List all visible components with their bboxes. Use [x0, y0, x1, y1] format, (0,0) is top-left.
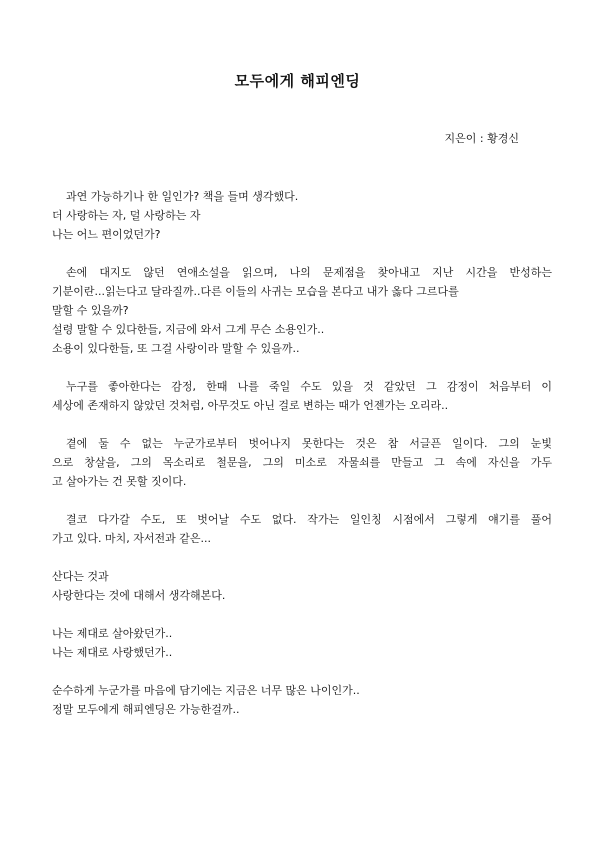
text-line: 고 살아가는 건 못할 짓이다.	[52, 475, 187, 488]
text-line: 말할 수 있을까?	[52, 304, 129, 317]
paragraph-gap	[52, 662, 552, 681]
paragraph-gap	[52, 358, 552, 377]
paragraph-gap	[52, 491, 552, 510]
paragraph-gap	[52, 415, 552, 434]
paragraph-gap	[52, 548, 552, 567]
text-line: 나는 어느 편이었던가?	[52, 228, 161, 241]
text-line: 으로 창살을, 그의 목소리로 철문을, 그의 미소로 자물쇠를 만들고 그 속에 자신을 가두	[52, 456, 552, 469]
text-line: 손에 대지도 않던 연애소설을 읽으며, 나의 문제점을 찾아내고 지난 시간을 반성하는	[66, 266, 552, 279]
text-line: 순수하게 누군가를 마음에 담기에는 지금은 너무 많은 나이인가..	[52, 684, 360, 697]
paragraph-gap	[52, 605, 552, 624]
text-line: 정말 모두에게 해피엔딩은 가능한걸까..	[52, 703, 240, 716]
text-line: 곁에 둘 수 없는 누군가로부터 벗어나지 못한다는 것은 참 서글픈 일이다. 그의 눈빛	[66, 437, 552, 450]
text-line: 사랑한다는 것에 대해서 생각해본다.	[52, 589, 226, 602]
text-line: 누구를 좋아한다는 감정, 한때 나를 죽일 수도 있을 것 같았던 그 감정이 처음부터 이	[66, 380, 552, 393]
author-line: 지은이 : 황경신	[444, 132, 519, 145]
paragraph-gap	[52, 244, 552, 263]
text-line: 가고 있다. 마치, 자서전과 같은...	[52, 532, 211, 545]
text-line: 과연 가능하기나 한 일인가? 책을 들며 생각했다.	[66, 190, 299, 203]
body-text	[52, 187, 552, 719]
text-line: 나는 제대로 살아왔던가..	[52, 627, 173, 640]
text-line: 나는 제대로 사랑했던가..	[52, 646, 173, 659]
text-line: 소용이 있다한들, 또 그걸 사랑이라 말할 수 있을까..	[52, 342, 300, 355]
text-line: 기분이란...읽는다고 달라질까..다른 이들의 사귀는 모습을 본다고 내가 옳다 그르다를	[52, 285, 459, 298]
text-line: 산다는 것과	[52, 570, 109, 583]
text-line: 결코 다가갈 수도, 또 벗어날 수도 없다. 작가는 일인칭 시점에서 그렇게 얘기를 풀어	[66, 513, 552, 526]
text-line: 설령 말할 수 있다한들, 지금에 와서 그게 무슨 소용인가..	[52, 323, 325, 336]
text-line: 세상에 존재하지 않았던 것처럼, 아무것도 아닌 걸로 변하는 때가 언젠가는 오리라..	[52, 399, 449, 412]
text-line: 더 사랑하는 자, 덜 사랑하는 자	[52, 209, 201, 222]
document-title: 모두에게 해피엔딩	[234, 72, 361, 90]
